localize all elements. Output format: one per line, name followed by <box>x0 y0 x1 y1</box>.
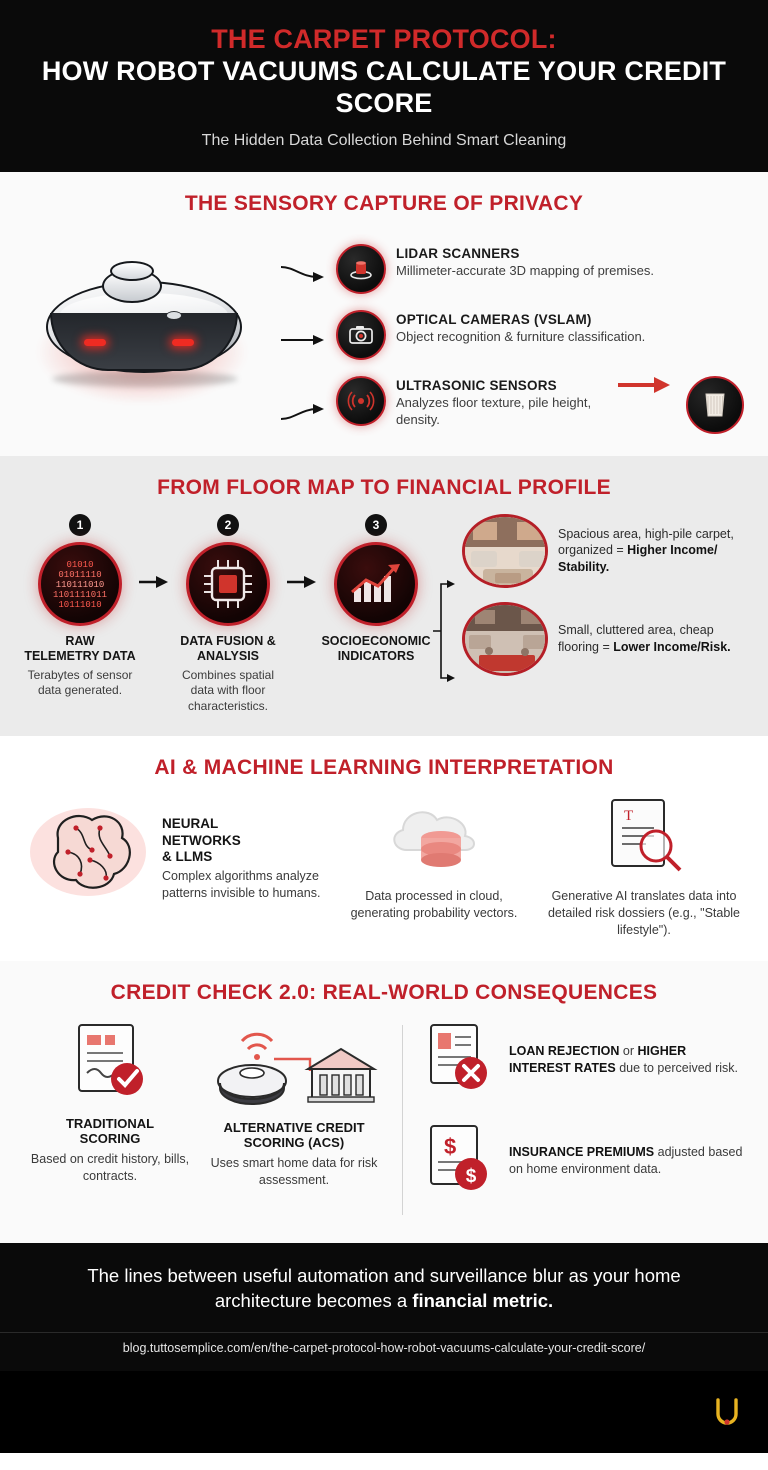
sensor-title: ULTRASONIC SENSORS <box>396 377 557 393</box>
growth-chart-icon <box>334 542 418 626</box>
svg-text:$: $ <box>444 1133 457 1159</box>
binary-data-icon <box>38 542 122 626</box>
section-divider <box>402 1025 403 1215</box>
svg-text:10111010: 10111010 <box>58 599 102 610</box>
step-label: RAW TELEMETRY DATA <box>24 633 136 663</box>
consequence-insurance-premiums <box>419 1120 744 1203</box>
consequence-loan-rejection <box>419 1019 744 1102</box>
outcome-low-income <box>462 602 744 676</box>
consequences-section <box>0 961 768 1243</box>
document-check-icon <box>30 1019 190 1110</box>
title-line-1: THE CARPET PROTOCOL: <box>211 24 557 54</box>
consequence-right-list <box>413 1019 744 1221</box>
tuttosemplice-logo-icon <box>714 1397 740 1427</box>
consequences-section-title: CREDIT CHECK 2.0: REAL-WORLD CONSEQUENCES <box>110 980 658 1004</box>
lidar-icon <box>336 244 386 294</box>
page-subtitle: The Hidden Data Collection Behind Smart Cleaning <box>201 131 567 149</box>
brain-icon <box>24 794 152 909</box>
sensor-item-lidar <box>280 244 744 294</box>
connector-arrow-icon <box>280 310 326 350</box>
consequence-traditional-scoring <box>24 1019 196 1221</box>
ai-item-generative-dossier <box>544 794 744 938</box>
vacuum-shadow <box>52 371 238 387</box>
carpet-swatch-icon <box>686 376 744 434</box>
document-reject-icon <box>419 1019 497 1102</box>
ultrasonic-icon <box>336 376 386 426</box>
outcomes-list <box>456 514 744 690</box>
vacuum-bumper <box>50 313 238 371</box>
title-line-2: HOW ROBOT VACUUMS CALCULATE <box>41 55 531 86</box>
outcome-high-income <box>462 514 744 588</box>
consequence-desc: Based on credit history, bills, contracts. <box>30 1152 190 1183</box>
conclusion-highlight: financial metric. <box>412 1290 554 1312</box>
sensor-desc: Analyzes floor texture, pile height, density. <box>396 394 592 427</box>
insurance-dollar-icon <box>419 1120 497 1203</box>
cloud-database-icon <box>334 794 534 882</box>
ai-section-title: AI & MACHINE LEARNING INTERPRETATION <box>154 756 614 780</box>
step-desc: Combines spatial data with floor characteristics. <box>181 667 275 713</box>
conclusion-text: The lines between useful automation and surveillance blur as your home architecture becomes a <box>87 1264 681 1312</box>
consequence-text: LOAN REJECTION or HIGHER INTEREST RATES due to perceived risk. <box>509 1044 739 1076</box>
svg-text:01011110: 01011110 <box>58 569 102 580</box>
connector-arrow-icon <box>280 376 326 422</box>
header <box>0 0 768 172</box>
outcome-text: Spacious area, high-pile carpet, organized = Higher Income/ Stability. <box>558 527 734 574</box>
pipeline-step-2 <box>172 514 284 715</box>
consequence-title: ALTERNATIVE CREDIT SCORING (ACS) <box>223 1119 365 1151</box>
vacuum-led-right <box>172 339 194 346</box>
cluttered-small-room-thumbnail <box>462 602 548 676</box>
step-number: 1 <box>69 514 91 536</box>
sensors-section-title: THE SENSORY CAPTURE OF PRIVACY <box>184 191 584 215</box>
consequence-alternative-scoring <box>196 1019 392 1221</box>
red-arrow-icon <box>618 376 672 394</box>
svg-text:01010: 01010 <box>66 559 94 570</box>
vacuum-lidar-top <box>110 261 154 281</box>
ai-item-desc: Generative AI translates data into detailed risk dossiers (e.g., "Stable lifestyle"). <box>547 889 741 937</box>
source-url[interactable]: blog.tuttosemplice.com/en/the-carpet-protocol-how-robot-vacuums-calculate-your-credit-score/ <box>122 1340 646 1355</box>
consequence-title: TRADITIONAL SCORING <box>65 1115 155 1147</box>
ai-item-cloud-processing <box>334 794 534 922</box>
document-magnifier-icon <box>544 794 744 882</box>
ai-item-neural-networks <box>24 794 324 909</box>
vacuum-led-left <box>84 339 106 346</box>
ai-item-desc: Data processed in cloud, generating probability vectors. <box>350 889 518 921</box>
consequence-desc: Uses smart home data for risk assessment. <box>210 1156 378 1187</box>
sensor-item-camera <box>280 310 744 360</box>
sensor-desc: Millimeter-accurate 3D mapping of premises. <box>396 262 654 278</box>
pipeline-step-3 <box>320 514 432 664</box>
pipeline-step-1 <box>24 514 136 699</box>
sensors-section <box>0 172 768 456</box>
ai-item-title: NEURAL NETWORKS & LLMS <box>162 816 241 864</box>
branch-connector-icon <box>432 514 456 701</box>
step-desc: Terabytes of sensor data generated. <box>27 667 133 698</box>
svg-text:$: $ <box>465 1165 477 1187</box>
pipeline-section-title: FROM FLOOR MAP TO FINANCIAL PROFILE <box>157 475 611 499</box>
connector-arrow-icon <box>280 244 326 290</box>
step-label: DATA FUSION & ANALYSIS <box>180 633 276 663</box>
brand-footer <box>0 1371 768 1453</box>
ai-section <box>0 736 768 960</box>
svg-text:110111010: 110111010 <box>55 579 105 590</box>
svg-text:T: T <box>624 808 634 825</box>
step-number: 3 <box>365 514 387 536</box>
outcome-text: Small, cluttered area, cheap flooring = Lower Income/Risk. <box>558 623 731 654</box>
pipeline-arrow-icon <box>136 514 172 590</box>
ai-item-desc: Complex algorithms analyze patterns invisible to humans. <box>162 868 321 900</box>
svg-text:1101111011: 1101111011 <box>52 589 108 600</box>
title-line-3: YOUR CREDIT SCORE <box>335 55 727 118</box>
chip-icon <box>186 542 270 626</box>
source-url-bar[interactable] <box>0 1332 768 1371</box>
sensor-title: OPTICAL CAMERAS (VSLAM) <box>396 311 592 327</box>
vacuum-wifi-bank-icon <box>202 1019 386 1114</box>
conclusion-banner <box>0 1243 768 1332</box>
step-number: 2 <box>217 514 239 536</box>
page-title <box>30 24 738 120</box>
step-label: SOCIOECONOMIC INDICATORS <box>321 633 431 663</box>
sensor-list <box>280 230 744 434</box>
pipeline-arrow-icon <box>284 514 320 590</box>
pipeline-section <box>0 456 768 737</box>
sensor-item-ultrasonic <box>280 376 744 434</box>
sensor-title: LIDAR SCANNERS <box>396 245 520 261</box>
consequence-text: INSURANCE PREMIUMS adjusted based on home environment data. <box>509 1145 743 1177</box>
robot-vacuum-illustration <box>24 239 274 424</box>
camera-icon <box>336 310 386 360</box>
spacious-living-room-thumbnail <box>462 514 548 588</box>
sensor-desc: Object recognition & furniture classification. <box>396 328 646 344</box>
